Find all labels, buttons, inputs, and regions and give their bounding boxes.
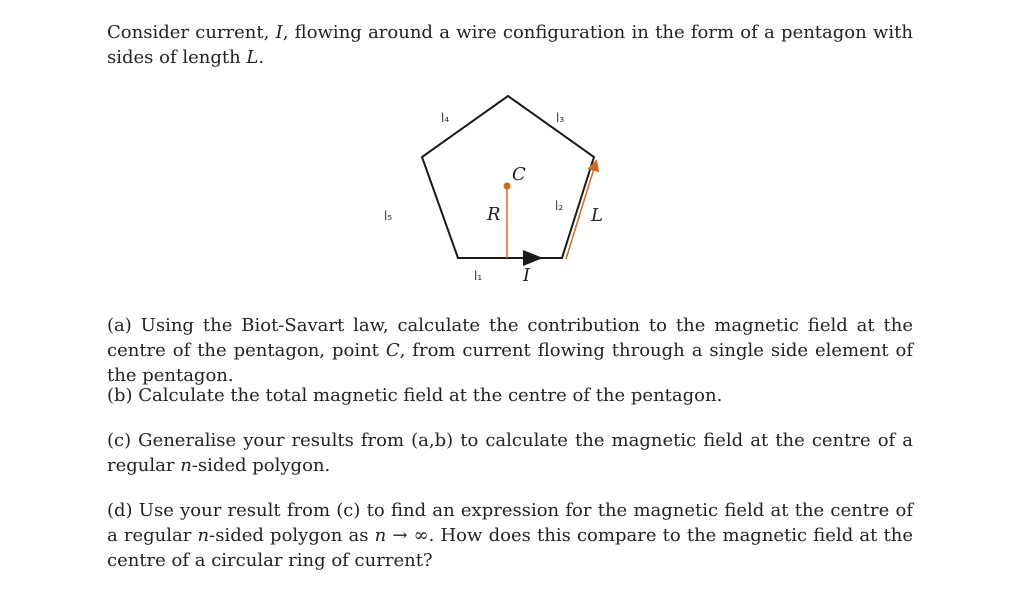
length-symbol: L [246, 47, 259, 68]
label-radius-r: R [487, 204, 501, 225]
centre-point [504, 183, 511, 190]
label-side-length: L [591, 205, 603, 226]
question-b [107, 383, 913, 408]
label-current: I [523, 265, 531, 286]
question-c-text-a: (c) Generalise your results from (a,b) to calculate the magnetic field at the centre of a regular [107, 430, 913, 476]
question-c-n: n [180, 455, 192, 476]
question-d-text-b: -sided polygon as [209, 525, 375, 546]
question-c-text-b: -sided polygon. [191, 455, 331, 476]
intro-text-b: , flowing around a wire configuration in the form of a pentagon with sides of length [107, 22, 913, 68]
question-a [107, 313, 913, 388]
question-d [107, 498, 913, 573]
label-l3: l₃ [556, 111, 565, 125]
label-l4: l₄ [441, 111, 450, 125]
question-c [107, 428, 913, 478]
question-a-point: C [385, 340, 400, 361]
question-a-text-a: (a) Using the Biot-Savart law, calculate the contribution to the magnetic field at the centre of the pentagon, point [107, 315, 913, 361]
question-d-text-a: (d) Use your result from (c) to find an expression for the magnetic field at the centre of a regular [107, 500, 913, 546]
label-l5: l₅ [384, 209, 393, 223]
question-d-text-c: . How does this compare to the magnetic field at the centre of a circular ring of current? [107, 525, 914, 571]
intro-text-a: Consider current, [107, 22, 276, 43]
label-l1: l₁ [474, 269, 483, 283]
label-l2: l₂ [555, 199, 564, 213]
question-d-limit: n → ∞ [374, 525, 429, 546]
question-b-text: (b) Calculate the total magnetic field at the centre of the pentagon. [107, 385, 723, 406]
question-d-n: n [197, 525, 210, 546]
intro-text-c: . [258, 47, 265, 68]
question-a-text-b: , from current flowing through a single side element of the pentagon. [107, 340, 913, 386]
label-centre-c: C [512, 164, 526, 185]
current-symbol: I [275, 22, 283, 43]
